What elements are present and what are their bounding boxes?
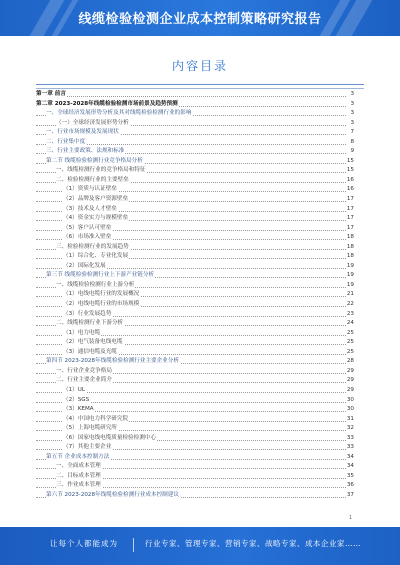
toc-entry-label: （2）品牌及客户资源壁垒 xyxy=(63,195,129,205)
toc-entry-page: 3 xyxy=(349,119,354,129)
toc-divider xyxy=(36,84,364,85)
toc-entry[interactable] xyxy=(36,205,354,215)
toc-entry-label: 一、线缆检验检测行业上游分析 xyxy=(56,281,135,291)
toc-entry[interactable] xyxy=(36,214,354,224)
toc-entry[interactable] xyxy=(36,119,354,129)
toc-entry[interactable] xyxy=(36,310,354,320)
toc-entry[interactable] xyxy=(36,396,354,406)
toc-entry-page: 34 xyxy=(346,453,354,463)
toc-entry-page: 25 xyxy=(346,348,354,358)
toc-entry-label: 第五节 企业成本控制方法 xyxy=(46,453,110,463)
toc-entry-label: （2）电线电缆行业的市场规模 xyxy=(63,300,140,310)
toc-entry[interactable] xyxy=(36,157,354,167)
toc-entry[interactable] xyxy=(36,405,354,415)
toc-entry-page: 16 xyxy=(346,185,354,195)
toc-entry-page: 22 xyxy=(346,300,354,310)
header-banner xyxy=(0,0,400,36)
toc-entry-label: （5）客户认可壁垒 xyxy=(63,224,112,234)
toc-entry-label: 二、检验检测行业的主要壁垒 xyxy=(56,176,130,186)
toc-entry[interactable] xyxy=(36,262,354,272)
toc-entry-label: 二、行业集中度 xyxy=(46,138,86,148)
toc-entry[interactable] xyxy=(36,195,354,205)
toc-entry[interactable] xyxy=(36,376,354,386)
toc-entry-page: 8 xyxy=(349,138,354,148)
toc-entry[interactable] xyxy=(36,290,354,300)
toc-entry-label: 一、行业市场规模及发展现状 xyxy=(46,128,120,138)
toc-entry-label: （1）资质与认证壁垒 xyxy=(63,185,118,195)
toc-entry[interactable] xyxy=(36,329,354,339)
toc-entry-label: （4）中国电力科学研究院 xyxy=(63,415,129,425)
toc-entry-page: 36 xyxy=(346,481,354,491)
toc-entry-label: 第一章 前言 xyxy=(36,90,67,100)
toc-entry-label: 第三节 线缆检验检测行业上下游产业链分析 xyxy=(46,271,155,281)
toc-entry-page: 25 xyxy=(346,329,354,339)
toc-entry-page: 18 xyxy=(346,243,354,253)
toc-entry[interactable] xyxy=(36,462,354,472)
report-title: 线缆检验检测企业成本控制策略研究报告 xyxy=(78,12,322,27)
toc-entry-label: （2）国际化发展 xyxy=(63,262,107,272)
toc-entry[interactable] xyxy=(36,348,354,358)
toc-entry-label: 一、行业企业竞争格局 xyxy=(56,367,113,377)
toc-entry-label: （6）市场准入壁垒 xyxy=(63,233,112,243)
footer-separator xyxy=(133,538,134,552)
toc-entry[interactable] xyxy=(36,443,354,453)
toc-entry[interactable] xyxy=(36,147,354,157)
toc-entry-page: 17 xyxy=(346,205,354,215)
toc-entry-page: 31 xyxy=(346,415,354,425)
toc-entry-label: （3）KEMA xyxy=(63,405,95,415)
toc-entry-label: （7）其他主要企业 xyxy=(63,443,112,453)
toc-entry[interactable] xyxy=(36,357,354,367)
toc-entry[interactable] xyxy=(36,176,354,186)
toc-entry[interactable] xyxy=(36,100,354,110)
footer-services: 行业专家、管理专家、营销专家、战略专家、成本企业家…… xyxy=(145,539,361,548)
toc-entry-page: 33 xyxy=(346,434,354,444)
toc-entry-page: 28 xyxy=(346,357,354,367)
toc-entry-label: 一、全面成本管理 xyxy=(56,462,102,472)
toc-entry-label: 一、全球经济发展形势分析及其对线缆检验检测行业的影响 xyxy=(46,109,192,119)
toc-heading: 内容目录 xyxy=(171,59,228,73)
toc-entry-page: 35 xyxy=(346,472,354,482)
toc-entry[interactable] xyxy=(36,491,354,501)
toc-entry[interactable] xyxy=(36,281,354,291)
toc-entry[interactable] xyxy=(36,90,354,100)
toc-entry[interactable] xyxy=(36,453,354,463)
toc-entry-label: （4）资金实力与规模壁垒 xyxy=(63,214,129,224)
toc-entry[interactable] xyxy=(36,319,354,329)
toc-entry-label: 二、目标成本管理 xyxy=(56,472,102,482)
toc-entry-label: （6）国家电线电缆质量检验检测中心 xyxy=(63,434,157,444)
toc-divider xyxy=(36,88,364,89)
toc-entry-label: （3）通信电缆及光缆 xyxy=(63,348,118,358)
toc-entry[interactable] xyxy=(36,271,354,281)
toc-entry-page: 19 xyxy=(346,281,354,291)
toc-entry[interactable] xyxy=(36,300,354,310)
toc-entry-label: （一）全球经济发展形势分析 xyxy=(56,119,130,129)
toc-entry-page: 15 xyxy=(346,157,354,167)
toc-entry[interactable] xyxy=(36,367,354,377)
toc-entry-page: 30 xyxy=(346,405,354,415)
toc-entry[interactable] xyxy=(36,415,354,425)
toc-entry-label: 二、线缆检测行业下游分析 xyxy=(56,319,124,329)
toc-entry[interactable] xyxy=(36,185,354,195)
toc-entry-label: 三、检验检测行业的发展趋势 xyxy=(56,243,130,253)
toc-entry-page: 34 xyxy=(346,462,354,472)
toc-entry-page: 17 xyxy=(346,224,354,234)
toc-entry-page: 3 xyxy=(349,100,354,110)
toc-entry-page: 23 xyxy=(346,310,354,320)
toc-entry-label: 一、线缆检测行业的竞争格局和特征 xyxy=(56,166,147,176)
toc-entry-page: 29 xyxy=(346,386,354,396)
toc-entry[interactable] xyxy=(36,224,354,234)
toc-entry-page: 24 xyxy=(346,319,354,329)
toc-entry[interactable] xyxy=(36,338,354,348)
toc-entry[interactable] xyxy=(36,386,354,396)
toc-entry[interactable] xyxy=(36,472,354,482)
toc-entry-page: 3 xyxy=(349,90,354,100)
toc-entry-page: 17 xyxy=(346,195,354,205)
toc-entry-label: 第六节 2023-2028年线缆检验检测行业成本控制建议 xyxy=(46,491,180,501)
toc-entry[interactable] xyxy=(36,233,354,243)
toc-entry-label: 第四节 2023-2028年线缆检验检测行业主要企业分析 xyxy=(46,357,180,367)
toc-entry-page: 21 xyxy=(346,290,354,300)
toc-leader-dots xyxy=(36,96,346,97)
toc-entry-label: （1）电力电缆 xyxy=(63,329,101,339)
toc-entry[interactable] xyxy=(36,424,354,434)
toc-entry[interactable] xyxy=(36,243,354,253)
toc-entry[interactable] xyxy=(36,481,354,491)
toc-entry-label: （1）电线电缆行业的发展概况 xyxy=(63,290,140,300)
toc-entry[interactable] xyxy=(36,138,354,148)
page-number: 1 xyxy=(348,515,352,521)
toc-entry-label: （5）上海电缆研究所 xyxy=(63,424,118,434)
footer-banner xyxy=(0,527,400,565)
toc-entry-page: 16 xyxy=(346,176,354,186)
toc-entry-page: 19 xyxy=(346,271,354,281)
toc-entry-label: 第二节 线缆检验检测行业竞争格局分析 xyxy=(46,157,144,167)
toc-entry[interactable] xyxy=(36,128,354,138)
toc-entry-page: 15 xyxy=(346,166,354,176)
toc-entry-label: 三、作业成本管理 xyxy=(56,481,102,491)
toc-entry-label: （1）综合化、专业化发展 xyxy=(63,252,129,262)
table-of-contents xyxy=(36,90,354,501)
toc-entry-page: 32 xyxy=(346,424,354,434)
toc-entry-page: 3 xyxy=(349,109,354,119)
toc-entry[interactable] xyxy=(36,166,354,176)
toc-entry-label: （2）SGS xyxy=(63,396,90,406)
toc-entry-label: （2）电气装备电线电缆 xyxy=(63,338,124,348)
toc-entry[interactable] xyxy=(36,109,354,119)
footer-tagline: 让每个人都能成为 xyxy=(50,539,118,548)
toc-entry-page: 25 xyxy=(346,338,354,348)
toc-entry-page: 18 xyxy=(346,233,354,243)
toc-entry-page: 29 xyxy=(346,376,354,386)
toc-entry-page: 29 xyxy=(346,367,354,377)
toc-entry-page: 19 xyxy=(346,262,354,272)
toc-entry-page: 9 xyxy=(349,147,354,157)
toc-entry-page: 17 xyxy=(346,214,354,224)
toc-entry-page: 33 xyxy=(346,443,354,453)
toc-entry[interactable] xyxy=(36,434,354,444)
toc-entry-label: （3）技术及人才壁垒 xyxy=(63,205,118,215)
toc-entry-label: 三、行业主要政策、法规和标准 xyxy=(46,147,125,157)
toc-entry-label: （3）行业发展趋势 xyxy=(63,310,112,320)
toc-entry-page: 37 xyxy=(346,491,354,501)
toc-entry-page: 18 xyxy=(346,252,354,262)
toc-entry-label: 二、行业主要企业简介 xyxy=(56,376,113,386)
toc-entry-page: 30 xyxy=(346,396,354,406)
toc-entry-label: 第二章 2023-2028年线缆检验检测市场前景及趋势预测 xyxy=(36,100,179,110)
toc-entry-page: 7 xyxy=(349,128,354,138)
toc-entry-label: （1）UL xyxy=(63,386,86,396)
toc-entry[interactable] xyxy=(36,252,354,262)
